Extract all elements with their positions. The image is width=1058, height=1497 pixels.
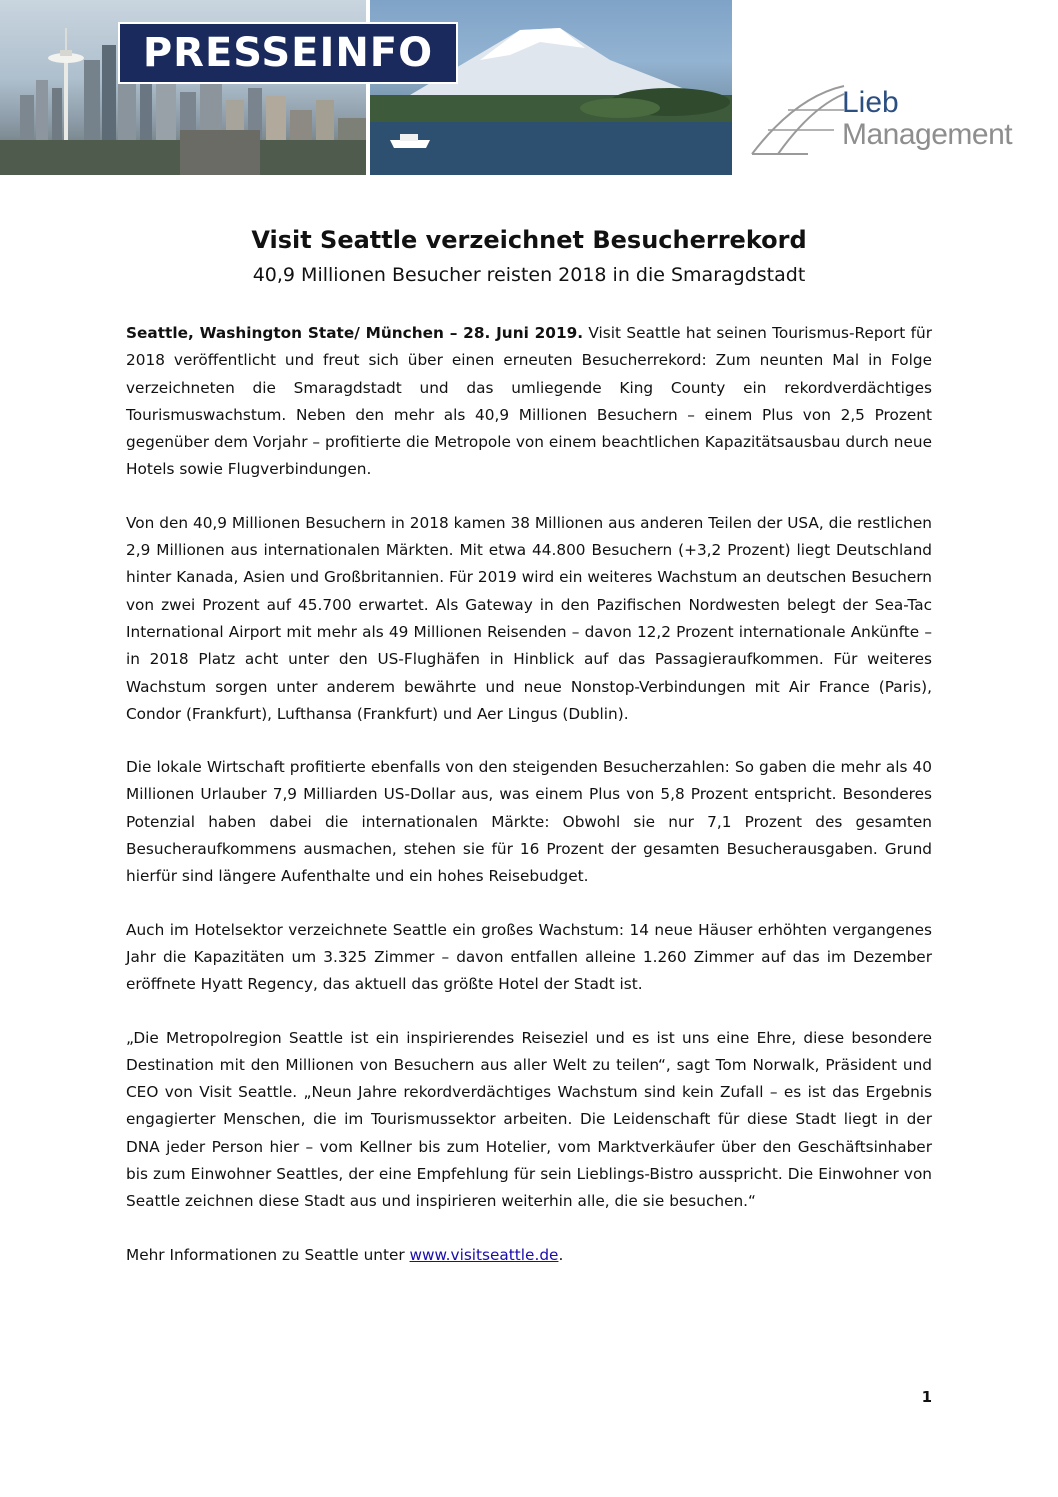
paragraph-2: Von den 40,9 Millionen Besuchern in 2018 kamen 38 Millionen aus anderen Teilen der USA, die restlichen 2,9 Millionen aus internationalen Märkten. Mit etwa 44.800 Besuchern (+3,2 Prozent) liegt Deutschland hinter Kanada, Asien und Großbritannien. Für 2019 wird ein weiteres Wachstum an deutschen Besuchern von zwei Prozent auf 45.700 erwartet. Als Gateway in den Pazifischen Nordwesten belegt der Sea-Tac International Airport mit mehr als 49 Millionen Reisenden – davon 12,2 Prozent internationale Ankünfte – in 2018 Platz acht unter den US-Flughäfen in Hinblick auf das Passagieraufkommen. Für weiteres Wachstum sorgen unter anderem bewährte und neue Nonstop-Verbindungen mit Air France (Paris), Condor (Frankfurt), Lufthansa (Frankfurt) und Aer Lingus (Dublin).: [126, 513, 932, 723]
paragraph-1: [126, 320, 932, 484]
page-number: 1: [921, 1388, 932, 1406]
more-info: [126, 1242, 932, 1269]
header-banner: [0, 0, 732, 175]
lieb-logo-mark-icon: [748, 80, 848, 160]
paragraph-3: Die lokale Wirtschaft profitierte ebenfalls von den steigenden Besucherzahlen: So gaben die mehr als 40 Millionen Urlauber 7,9 Milliarden US-Dollar aus, was einem Plus von 5,8 Prozent entspricht. Besonderes Potenzial haben dabei die internationalen Märkte: Obwohl sie nur 7,1 Prozent des gesamten Besucheraufkommens ausmachen, stehen sie für 16 Prozent der gesamten Besucherausgaben. Grund hierfür sind längere Aufenthalte und ein hohes Reisebudget.: [126, 758, 932, 886]
paragraph-1-text: Visit Seattle hat seinen Tourismus-Report für 2018 veröffentlicht und freut sich über einen erneuten Besucherrekord: Zum neunten Mal in Folge verzeichneten die Smaragdstadt und das umliegende King County ein rekordverdächtiges Tourismuswachstum. Neben den mehr als 40,9 Millionen Besuchern – einem Plus von 2,5 Prozent gegenüber dem Vorjahr – profitierte die Metropole von einem beachtlichen Kapazitätsausbau durch neue Hotels sowie Flugverbindungen.: [126, 324, 932, 479]
paragraph-4: Auch im Hotelsektor verzeichnete Seattle ein großes Wachstum: 14 neue Häuser erhöhten vergangenes Jahr die Kapazitäten um 3.325 Zimmer – davon entfallen alleine 1.260 Zimmer auf das im Dezember eröffnete Hyatt Regency, das aktuell das größte Hotel der Stadt ist.: [126, 920, 932, 994]
logo-word-management: Management: [842, 118, 1013, 151]
presseinfo-label: PRESSEINFO: [142, 30, 434, 76]
article-body: [126, 320, 932, 1295]
logo-word-lieb: Lieb: [842, 86, 899, 119]
article-title: Visit Seattle verzeichnet Besucherrekord: [251, 226, 807, 254]
dateline: Seattle, Washington State/ München – 28. Juni 2019.: [126, 324, 584, 342]
paragraph-5: „Die Metropolregion Seattle ist ein inspirierendes Reiseziel und es ist uns eine Ehre, diese besondere Destination mit den Millionen von Besuchern aus aller Welt zu teilen“, sagt Tom Norwalk, Präsident und CEO von Visit Seattle. „Neun Jahre rekordverdächtiges Wachstum sind kein Zufall – es ist das Ergebnis engagierter Menschen, die im Tourismussektor arbeiten. Die Leidenschaft für diese Stadt liegt in der DNA jeder Person hier – vom Kellner bis zum Hotelier, vom Marktverkäufer über den Geschäftsinhaber bis zum Einwohner Seattles, der eine Empfehlung für sein Lieblings-Bistro ausspricht. Die Einwohner von Seattle zeichnen diese Stadt aus und inspirieren weiterhin alle, die sie besuchen.“: [126, 1028, 932, 1211]
article-subtitle: 40,9 Millionen Besucher reisten 2018 in die Smaragdstadt: [252, 264, 806, 286]
lieb-management-logo: [748, 80, 1048, 170]
more-info-suffix: .: [558, 1245, 564, 1264]
more-info-prefix: Mehr Informationen zu Seattle unter: [126, 1245, 410, 1264]
visitseattle-link[interactable]: www.visitseattle.de: [409, 1245, 559, 1264]
presseinfo-banner-box: [118, 22, 458, 84]
